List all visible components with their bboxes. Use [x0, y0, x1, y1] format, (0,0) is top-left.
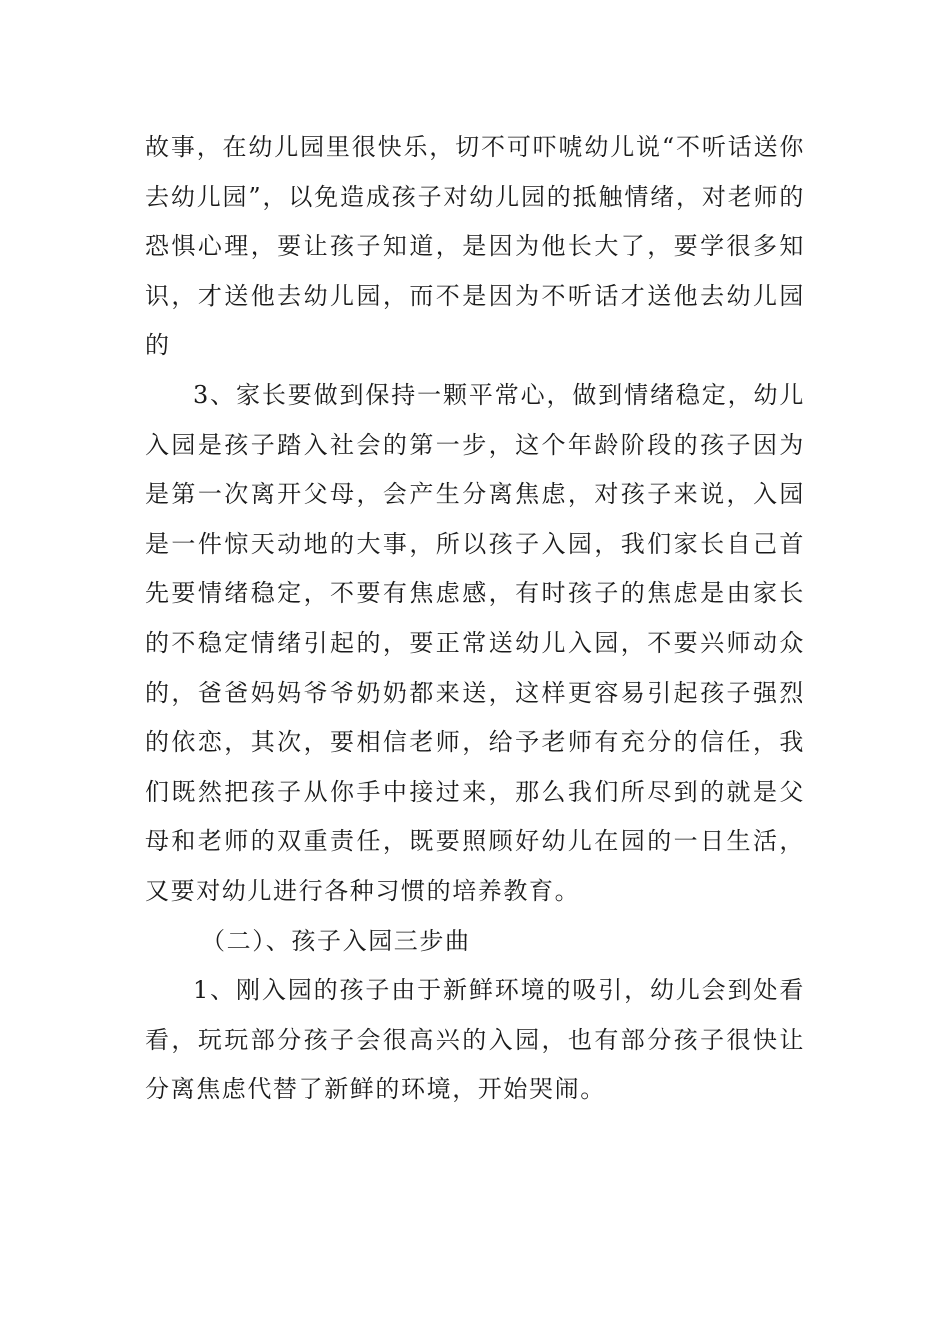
document-body [145, 123, 805, 1115]
paragraph-step-1: 1、刚入园的孩子由于新鲜环境的吸引，幼儿会到处看看，玩玩部分孩子会很高兴的入园，也有部分孩子很快让分离焦虑代替了新鲜的环境，开始哭闹。 [145, 976, 805, 1104]
paragraph-continuation: 故事，在幼儿园里很快乐，切不可吓唬幼儿说“不听话送你去幼儿园”，以免造成孩子对幼儿园的抵触情绪，对老师的恐惧心理，要让孩子知道，是因为他长大了，要学很多知识，才送他去幼儿园，而不是因为不听话才送他去幼儿园的 [145, 133, 805, 360]
paragraph-point-3: 3、家长要做到保持一颗平常心，做到情绪稳定，幼儿入园是孩子踏入社会的第一步，这个年龄阶段的孩子因为是第一次离开父母，会产生分离焦虑，对孩子来说，入园是一件惊天动地的大事，所以孩子入园，我们家长自己首先要情绪稳定，不要有焦虑感，有时孩子的焦虑是由家长的不稳定情绪引起的，要正常送幼儿入园，不要兴师动众的，爸爸妈妈爷爷奶奶都来送，这样更容易引起孩子强烈的依恋，其次，要相信老师，给予老师有充分的信任，我们既然把孩子从你手中接过来，那么我们所尽到的就是父母和老师的双重责任，既要照顾好幼儿在园的一日生活，又要对幼儿进行各种习惯的培养教育。 [145, 380, 805, 905]
section-heading: （二）、孩子入园三步曲 [201, 926, 471, 955]
